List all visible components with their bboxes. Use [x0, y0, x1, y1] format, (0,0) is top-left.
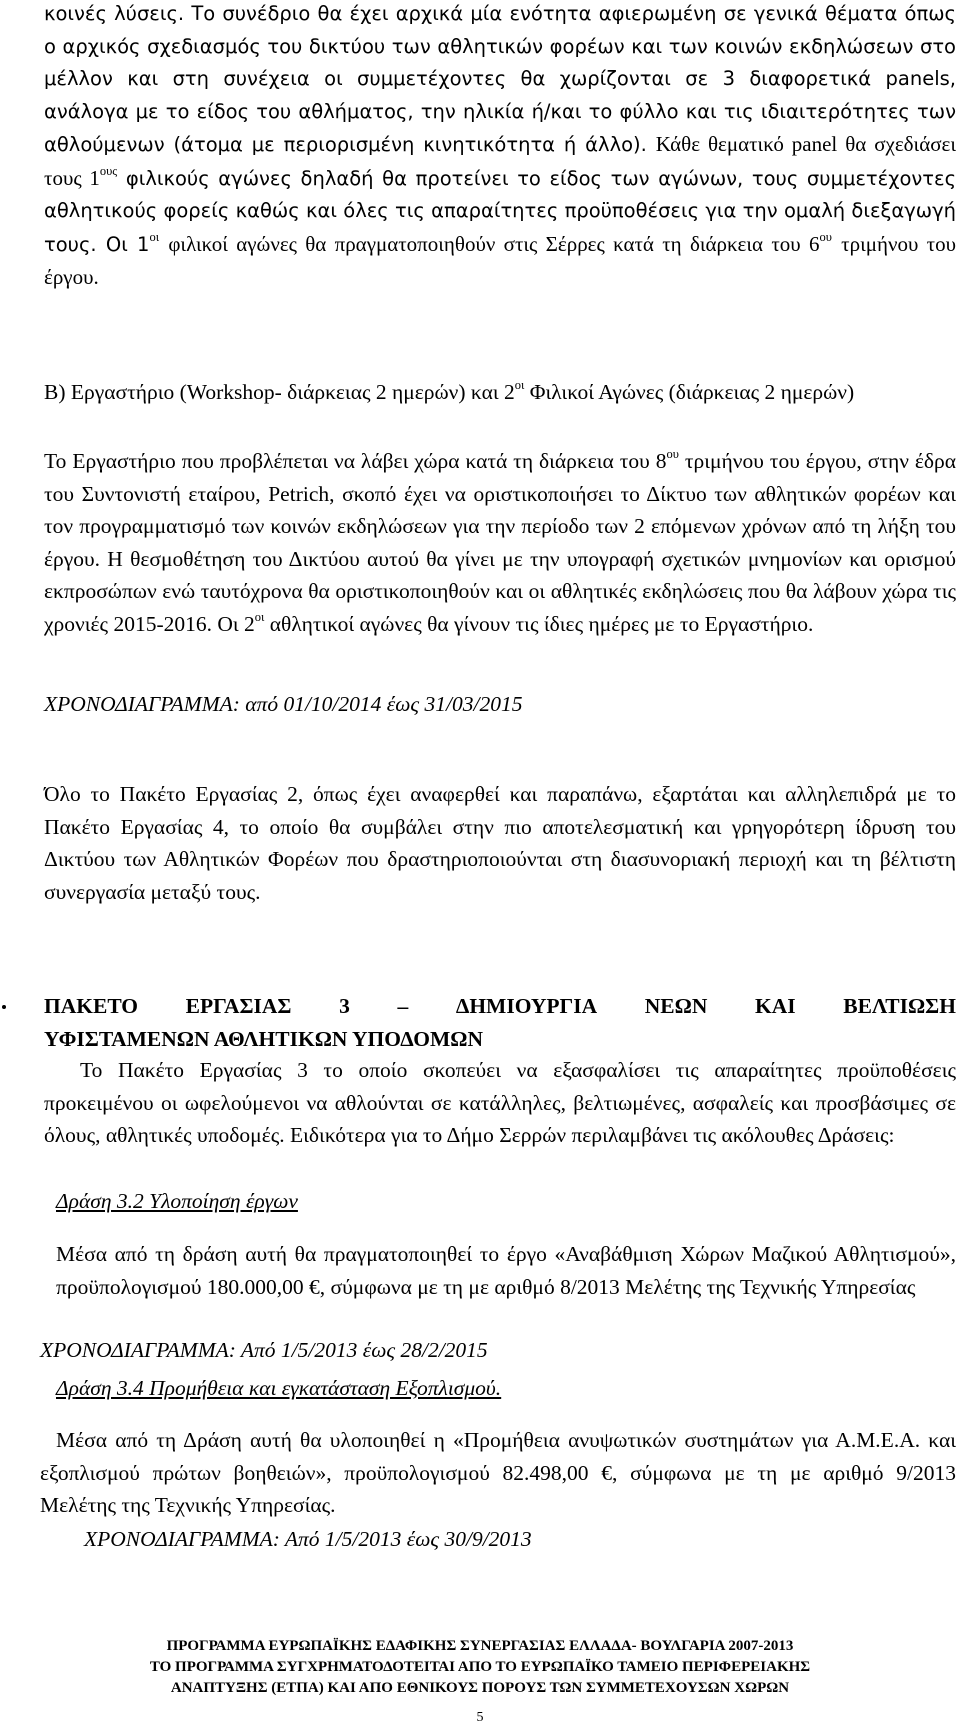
wp3-heading-word: ΔΗΜΙΟΥΡΓΙΑ: [455, 994, 598, 1018]
section-b-title-part2: Φιλικοί Αγώνες (διάρκειας 2 ημερών): [529, 380, 855, 404]
wp3-heading-word: ΝΕΩΝ: [644, 994, 708, 1018]
wp2-summary: Όλο το Πακέτο Εργασίας 2, όπως έχει αναφερθεί και παραπάνω, εξαρτάται και αλληλεπιδρά με το Πακέτο Εργασίας 4, το οποίο θα συμβάλει στην πιο αποτελεσματική και γρηγορότερη ίδρυση του Δικτύου των Αθλητικών Φορέων που δραστηριοποιούνται στη διασυνοριακή περιοχή και τη βέλτιστη συνεργασία μεταξύ τους.: [44, 782, 956, 904]
intro-paragraph: [44, 0, 956, 295]
bullet-icon: [2, 1005, 6, 1009]
section-b-body-part2: τριμήνου του έργου, στην έδρα του Συντονιστή εταίρου, Petrich, σκοπό έχει να οριστικοποιήσει το Δίκτυο των αθλητικών φορέων και τον προγραμματισμό των κοινών εκδηλώσεων για την περίοδο των 2 επόμενων χρόνων από τη λήξη του έργου. Η θεσμοθέτηση του Δικτύου αυτού θα γίνει με την υπογραφή σχετικών μνημονίων και ορισμού εκπροσώπων ενώ ταυτόχρονα θα οριστικοποιηθούν και οι αθλητικές εκδηλώσεις που θα λάβουν χώρα τις χρονιές 2015-2016. Οι 2: [44, 449, 957, 636]
action-32-title-text: Δράση 3.2 Υλοποίηση έργων: [56, 1189, 298, 1213]
wp3-heading-word: ΚΑΙ: [755, 994, 796, 1018]
page-number: 5: [476, 1710, 484, 1725]
footer-line-2: ΤΟ ΠΡΟΓΡΑΜΜΑ ΣΥΓΧΡΗΜΑΤΟΔΟΤΕΙΤΑΙ ΑΠΟ ΤΟ ΕΥΡΩΠΑΪΚΟ ΤΑΜΕΙΟ ΠΕΡΙΦΕΡΕΙΑΚΗΣ: [149, 1659, 811, 1675]
page-footer: [0, 1636, 960, 1699]
action-34-title: [56, 1372, 956, 1405]
action-32-schedule: ΧΡΟΝΟΔΙΑΓΡΑΜΜΑ: Από 1/5/2013 έως 28/2/2015: [40, 1338, 488, 1362]
panel-text-3: φιλικοί αγώνες θα πραγματοποιηθούν στις Σέρρες κατά τη διάρκεια του 6: [168, 231, 820, 256]
section-b-body-sup1: ου: [666, 447, 679, 461]
wp3-heading-word: ΕΡΓΑΣΙΑΣ: [185, 994, 292, 1018]
panel-text-2: φιλικούς αγώνες δηλαδή θα προτείνει το είδος των αγώνων, τους συμμετέχοντες αθλητικούς φορείς καθώς και όλες τις απαραίτητες προϋποθέσεις για την ομαλή διεξαγωγή τους. Οι 1: [44, 166, 957, 256]
section-b-schedule: ΧΡΟΝΟΔΙΑΓΡΑΜΜΑ: από 01/10/2014 έως 31/03/2015: [44, 692, 523, 716]
section-b-title-part1: Β) Εργαστήριο (Workshop- διάρκειας 2 ημερών) και 2: [44, 380, 515, 404]
section-b-body-part3: αθλητικοί αγώνες θα γίνουν τις ίδιες ημέρες με το Εργαστήριο.: [269, 611, 814, 636]
wp3-heading-word: –: [397, 994, 409, 1018]
panel-text-1: Κάθε θεματικό panel θα σχεδιάσει τους 1: [44, 132, 956, 190]
action-32-title: [56, 1185, 956, 1218]
panel-sup-3: ου: [819, 229, 832, 244]
panel-sup-1: ους: [99, 163, 118, 178]
section-b-title-sup: οι: [514, 378, 525, 392]
panel-sup-2: οι: [149, 229, 160, 244]
footer-line-1: ΠΡΟΓΡΑΜΜΑ ΕΥΡΩΠΑΪΚΗΣ ΕΔΑΦΙΚΗΣ ΣΥΝΕΡΓΑΣΙΑΣ ΕΛΛΑΔΑ- ΒΟΥΛΓΑΡΙΑ 2007-2013: [166, 1638, 794, 1654]
wp3-heading-word: ΒΕΛΤΙΩΣΗ: [843, 994, 956, 1018]
wp3-heading: [44, 990, 956, 1055]
action-34-title-text: Δράση 3.4 Προμήθεια και εγκατάσταση Εξοπλισμού.: [56, 1376, 502, 1400]
intro-text: κοινές λύσεις. Το συνέδριο θα έχει αρχικά μία ενότητα αφιερωμένη σε γενικά θέματα όπως ο αρχικός σχεδιασμός του δικτύου των αθλητικών φορέων και των κοινών εκδηλώσεων στο μέλλον και στη συνέχεια οι συμμετέχοντες θα χωρίζονται σε 3 διαφορετικά panels, ανάλογα με το είδος του αθλήματος, την ηλικία ή/και το φύλλο και τις ιδιαιτερότητες των αθλούμενων (άτομα με περιορισμένη κινητικότητα ή άλλο).: [44, 2, 956, 156]
action-34-body: Μέσα από τη Δράση αυτή θα υλοποιηθεί η «Προμήθεια ανυψωτικών συστημάτων για Α.Μ.Ε.Α. και εξοπλισμού πρώτων βοηθειών», προϋπολογισμού 82.498,00 €, σύμφωνα με τη με αριθμό 9/2013 Μελέτης της Τεχνικής Υπηρεσίας.: [40, 1428, 956, 1517]
wp3-heading-word: ΠΑΚΕΤΟ: [44, 994, 138, 1018]
wp3-intro: Το Πακέτο Εργασίας 3 το οποίο σκοπεύει να εξασφαλίσει τις απαραίτητες προϋποθέσεις προκειμένου οι ωφελούμενοι να αθλούνται σε κατάλληλες, βελτιωμένες, ασφαλείς και προσβάσιμες σε όλους, αθλητικές υποδομές. Ειδικότερα για το Δήμο Σερρών περιλαμβάνει τις ακόλουθες Δράσεις:: [44, 1058, 956, 1147]
section-b-body-sup2: οι: [254, 609, 265, 624]
section-b-body-part1: Το Εργαστήριο που προβλέπεται να λάβει χώρα κατά τη διάρκεια του 8: [44, 449, 667, 473]
action-32-body: Μέσα από τη δράση αυτή θα πραγματοποιηθεί το έργο «Αναβάθμιση Χώρων Μαζικού Αθλητισμού», προϋπολογισμού 180.000,00 €, σύμφωνα με τη με αριθμό 8/2013 Μελέτης της Τεχνικής Υπηρεσίας: [56, 1242, 956, 1299]
section-b-body: [44, 445, 956, 640]
section-b-title: [44, 376, 956, 409]
footer-line-3: ΑΝΑΠΤΥΞΗΣ (ΕΤΠΑ) ΚΑΙ ΑΠΟ ΕΘΝΙΚΟΥΣ ΠΟΡΟΥΣ ΤΩΝ ΣΥΜΜΕΤΕΧΟΥΣΩΝ ΧΩΡΩΝ: [170, 1680, 790, 1696]
wp3-heading-line1: [44, 990, 956, 1023]
wp3-heading-line2: ΥΦΙΣΤΑΜΕΝΩΝ ΑΘΛΗΤΙΚΩΝ ΥΠΟΔΟΜΩΝ: [44, 1026, 483, 1051]
wp3-heading-word: 3: [339, 994, 350, 1018]
action-34-schedule: ΧΡΟΝΟΔΙΑΓΡΑΜΜΑ: Από 1/5/2013 έως 30/9/2013: [84, 1527, 532, 1551]
panel-text-4: τριμήνου του έργου.: [44, 231, 956, 289]
